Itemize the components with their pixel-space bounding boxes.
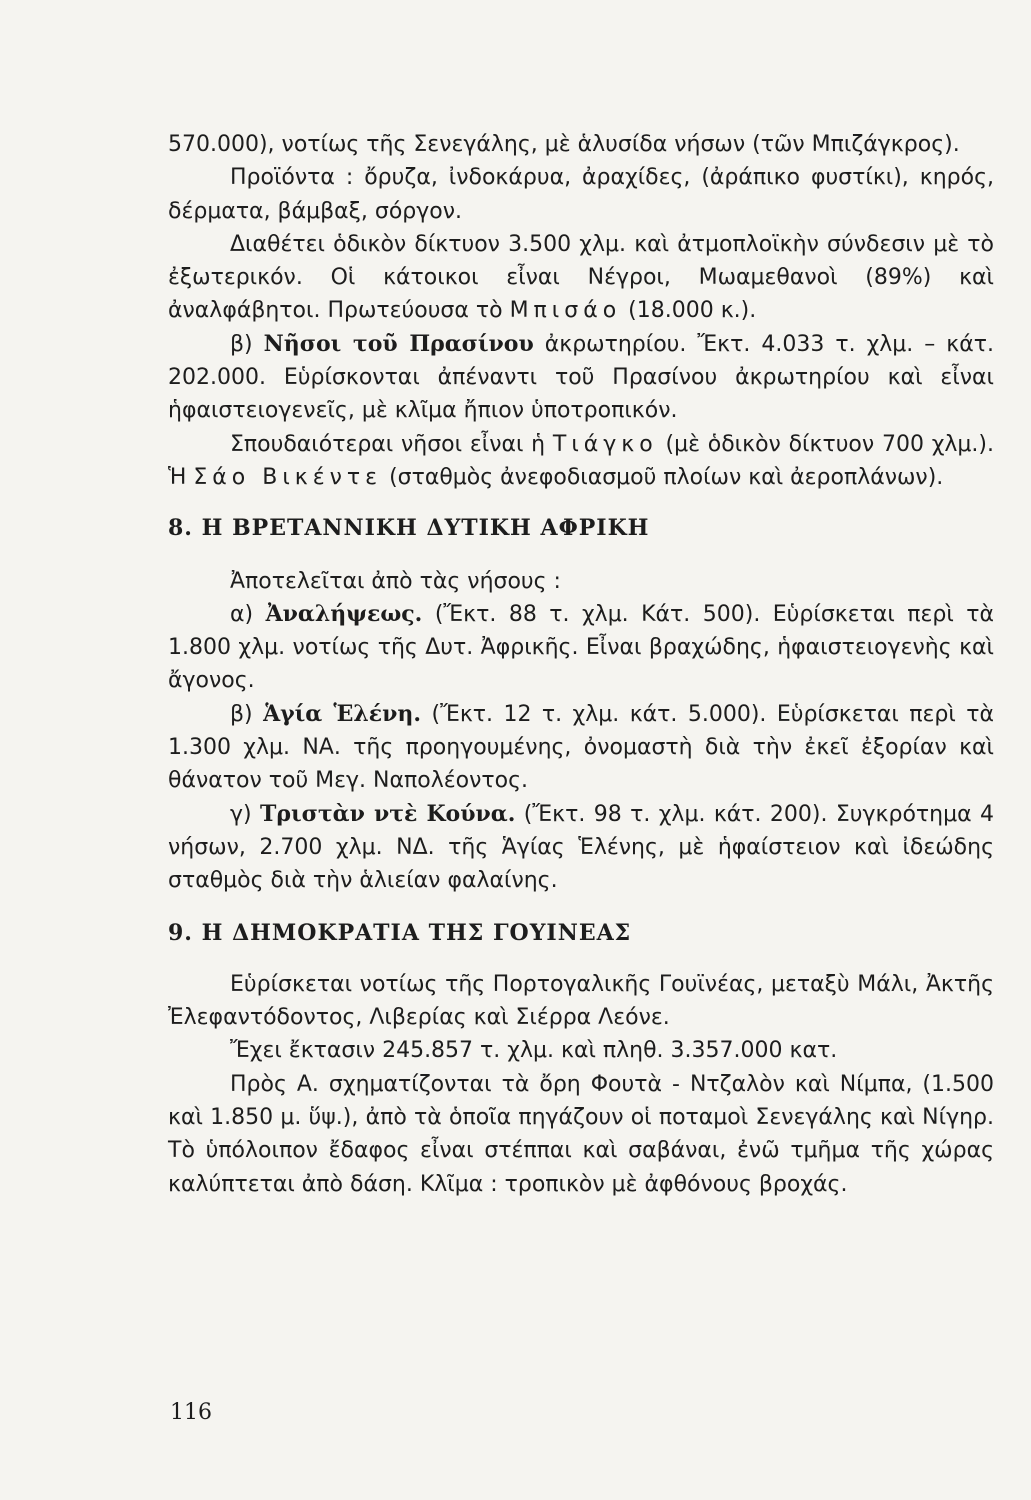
island-tiago-note: (μὲ ὁδικὸν δίκτυον 700 χλμ.). [665,431,994,457]
cape-verde-paragraph [168,328,994,428]
item-text: (Ἔκτ. 88 τ. χλμ. Κάτ. 500). Εὑρίσκεται περὶ τὰ 1.800 χλμ. νοτίως τῆς Δυτ. Ἀφρικῆς. Εἶναι βραχώδης, ἡφαιστειογενὴς καὶ ἄγονος. [168,601,995,694]
cape-verde-name: Νῆσοι τοῦ Πρασίνου [263,330,534,357]
capital-name: Μπισάο [509,298,622,324]
cape-verde-desc: ἀκρωτηρίου. Ἔκτ. 4.033 τ. χλμ. – κάτ. 202.000. Εὑρίσκονται ἀπέναντι τοῦ Πρασίνου ἀκρωτηρίου καὶ εἶναι ἡφαιστειογενεῖς, μὲ κλῖμα ἤπιον ὑποτροπικόν. [168,331,994,424]
item-text: (Ἔκτ. 12 τ. χλμ. κάτ. 5.000). Εὑρίσκεται περὶ τὰ 1.300 χλμ. ΝΑ. τῆς προηγουμένης, ὀνομαστὴ διὰ τὴν ἐκεῖ ἐξορίαν καὶ θάνατον τοῦ Μεγ. Ναπολέοντος. [168,701,994,794]
island-2-pre: Ἡ [168,464,187,490]
island-tiago: Τιάγκο [552,431,658,457]
item-text: (Ἔκτ. 98 τ. χλμ. κάτ. 200). Συγκρότημα 4 νήσων, 2.700 χλμ. ΝΔ. τῆς Ἁγίας Ἑλένης, μὲ ἡφαίστειον καὶ ἰδεώδης σταθμὸς διὰ τὴν ἁλιείαν φαλαίνης. [168,801,995,894]
item-marker: α) [230,601,254,627]
item-name: Τριστὰν ντὲ Κούνα. [260,800,516,827]
section-9-location: Εὑρίσκεται νοτίως τῆς Πορτογαλικῆς Γουϊνέας, μεταξὺ Μάλι, Ἀκτῆς Ἐλεφαντόδοντος, Λιβερίας καὶ Σιέρρα Λεόνε. [168,971,994,1031]
capital-population: (18.000 κ.). [628,298,757,324]
section-9-heading: 9. Η ΔΗΜΟΚΡΑΤΙΑ ΤΗΣ ΓΟΥΙΝΕΑΣ [168,919,632,946]
item-marker: γ) [230,801,252,827]
guinea-bissau-location: 570.000), νοτίως τῆς Σενεγάλης, μὲ ἁλυσίδα νήσων (τῶν Μπιζάγκρος). [168,132,960,157]
section-9-area: Ἔχει ἔκτασιν 245.857 τ. χλμ. καὶ πληθ. 3.357.000 κατ. [230,1038,838,1064]
item-name: Ἀναλήψεως. [265,600,423,627]
section-8-heading: 8. Η ΒΡΕΤΑΝΝΙΚΗ ΔΥΤΙΚΗ ΑΦΡΙΚΗ [168,515,650,542]
island-sao-vicente-note: (σταθμὸς ἀνεφοδιασμοῦ πλοίων καὶ ἀεροπλάνων). [389,464,944,490]
guinea-bissau-products: Προϊόντα : ὄρυζα, ἰνδοκάρυα, ἀραχίδες, (ἀράπικο φυστίκι), κηρός, δέρματα, βάμβαξ, σόργον. [168,165,994,224]
page-number: 116 [170,1400,212,1425]
page-body [168,128,994,1201]
island-sao-vicente: Σάο Βικέντε [193,464,383,490]
islands-intro: Σπουδαιότεραι νῆσοι εἶναι ἡ [230,431,546,457]
section-8-intro: Ἀποτελεῖται ἀπὸ τὰς νήσους : [230,568,561,594]
list-item [168,598,994,698]
network-text: Διαθέτει ὁδικὸν δίκτυον 3.500 χλμ. καὶ ἀτμοπλοϊκὴν σύνδεσιν μὲ τὸ ἐξωτερικόν. Οἱ κάτοικοι εἶναι Νέγροι, Μωαμεθανοὶ (89%) καὶ ἀναλφάβητοι. Πρωτεύουσα τὸ [168,231,994,324]
item-marker: β) [230,701,253,727]
cape-verde-islands [168,428,994,495]
section-9-geography: Πρὸς Α. σχηματίζονται τὰ ὄρη Φουτὰ - Ντζαλὸν καὶ Νίμπα, (1.500 καὶ 1.850 μ. ὕψ.), ἀπὸ τὰ ὁποῖα πηγάζουν οἱ ποταμοὶ Σενεγάλης καὶ Νίγηρ. Τὸ ὑπόλοιπον ἔδαφος εἶναι στέππαι καὶ σαβάναι, ἐνῶ τμῆμα τῆς χώρας καλύπτεται ἀπὸ δάση. Κλῖμα : τροπικὸν μὲ ἀφθόνους βροχάς. [168,1071,994,1197]
item-name: Ἁγία Ἑλένη. [263,700,422,727]
cape-verde-marker: β) [230,331,253,357]
list-item [168,798,994,898]
list-item [168,698,994,798]
guinea-bissau-network [168,228,994,328]
